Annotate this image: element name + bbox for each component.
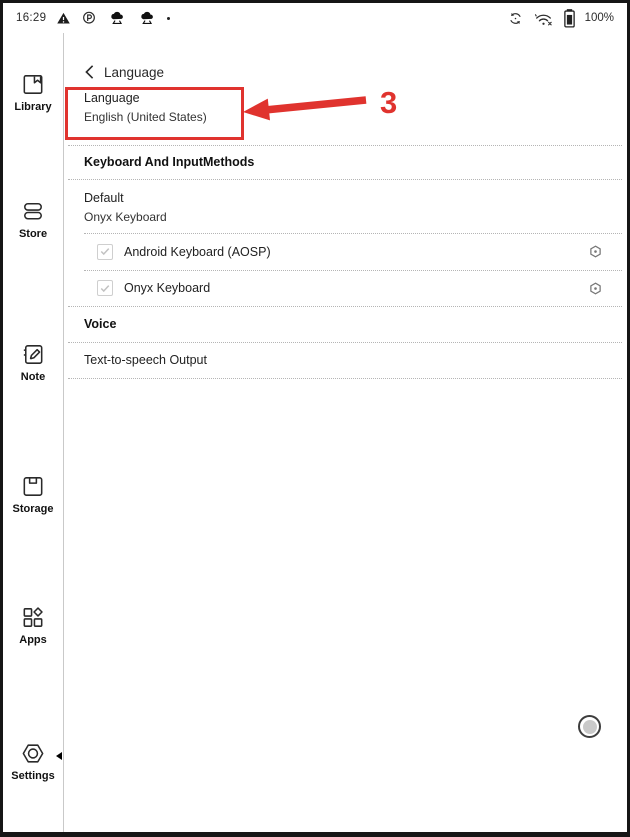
checkmark-icon <box>100 247 110 256</box>
default-keyboard-row[interactable] <box>84 191 167 225</box>
page-title: Language <box>104 64 165 80</box>
wifi-icon <box>533 10 554 27</box>
checkmark-icon <box>100 284 110 293</box>
cursor-pointer-icon <box>56 752 62 760</box>
settings-icon <box>19 740 47 767</box>
sidebar-item-apps[interactable] <box>3 604 63 646</box>
status-bar <box>3 3 627 33</box>
divider <box>68 378 622 379</box>
store-icon <box>19 198 47 225</box>
library-icon <box>19 71 47 98</box>
sidebar-item-label: Storage <box>12 503 54 515</box>
back-chevron-icon <box>84 64 95 80</box>
language-row-title: Language <box>84 91 140 105</box>
divider <box>68 179 622 180</box>
sidebar-item-label: Library <box>14 101 52 113</box>
back-button[interactable] <box>84 60 164 84</box>
gear-icon <box>588 281 603 296</box>
default-row-value: Onyx Keyboard <box>84 210 167 224</box>
sidebar-item-library[interactable] <box>3 71 63 113</box>
apps-icon <box>19 604 47 631</box>
cloud-transfer-icon <box>137 9 157 27</box>
cloud-transfer-icon <box>107 9 127 27</box>
annotation-step-number: 3 <box>380 85 398 120</box>
sidebar-item-settings[interactable] <box>3 740 63 782</box>
sidebar-item-label: Settings <box>11 770 55 782</box>
clock: 16:29 <box>16 12 47 24</box>
notification-p-icon <box>81 10 97 26</box>
keyboard-row-onyx[interactable] <box>64 270 627 306</box>
language-row-value: English (United States) <box>84 110 207 124</box>
note-icon <box>19 341 47 368</box>
battery-icon <box>563 8 576 28</box>
keyboard-row-android[interactable] <box>64 233 627 270</box>
floating-ball-inner <box>583 720 597 734</box>
checkbox-checked[interactable] <box>97 280 113 296</box>
language-settings-page <box>64 33 627 832</box>
floating-ball-button[interactable] <box>578 715 601 738</box>
sidebar <box>3 33 64 832</box>
sync-icon <box>507 10 524 27</box>
tts-row-label: Text-to-speech Output <box>84 353 207 367</box>
sidebar-item-label: Store <box>18 228 48 240</box>
sidebar-item-store[interactable] <box>3 198 63 240</box>
battery-percent: 100% <box>584 12 614 24</box>
gear-icon <box>588 244 603 259</box>
voice-section-header: Voice <box>84 317 117 331</box>
text-to-speech-row[interactable] <box>64 342 627 378</box>
sidebar-item-label: Note <box>20 371 46 383</box>
keyboard-settings-button[interactable] <box>588 281 603 296</box>
sidebar-item-label: Apps <box>19 634 47 646</box>
status-dot-icon <box>167 17 170 20</box>
keyboard-label: Onyx Keyboard <box>124 281 211 295</box>
keyboard-label: Android Keyboard (AOSP) <box>124 244 271 259</box>
checkbox-checked[interactable] <box>97 244 113 260</box>
language-row[interactable] <box>84 91 384 125</box>
default-row-title: Default <box>84 191 124 205</box>
keyboard-section-header: Keyboard And InputMethods <box>84 155 255 169</box>
sidebar-item-note[interactable] <box>3 341 63 383</box>
storage-icon <box>19 473 47 500</box>
keyboard-settings-button[interactable] <box>588 244 603 259</box>
warning-triangle-icon <box>56 11 71 26</box>
sidebar-item-storage[interactable] <box>3 473 63 515</box>
